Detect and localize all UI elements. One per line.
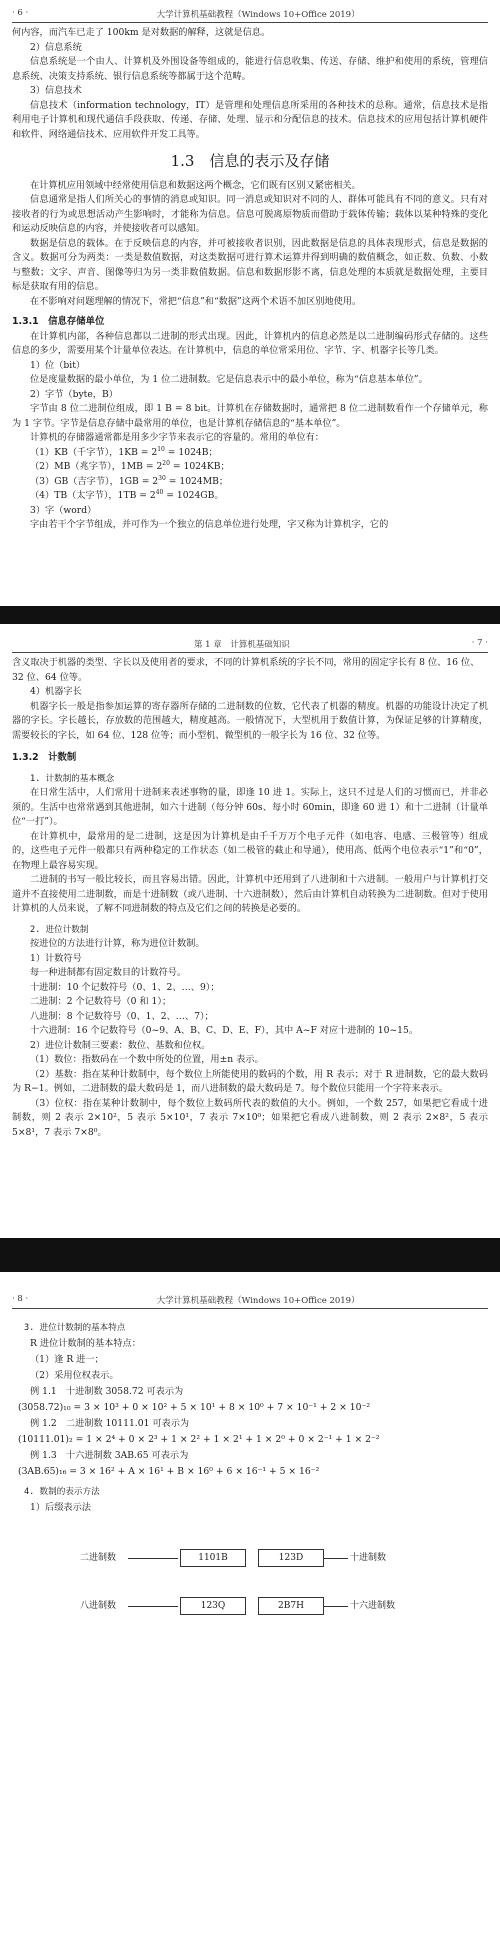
example-title: 例 1.1 十进制数 3058.72 可表示为	[30, 1386, 184, 1397]
binary-example-box: 1101B	[180, 1549, 246, 1567]
arrow-line	[324, 1558, 348, 1559]
formula: (10111.01)₂ = 1 × 2⁴ + 0 × 2³ + 1 × 2² + 1 × 2¹ + 1 × 2⁰ + 0 × 2⁻¹ + 1 × 2⁻²	[18, 1434, 380, 1445]
arrow-line	[324, 1606, 348, 1607]
page-body	[12, 26, 488, 533]
page-body	[12, 1320, 488, 1516]
radix-suffix-diagram	[0, 1532, 500, 1622]
binary-label: 二进制数	[80, 1553, 117, 1563]
header-center: 大学计算机基础教程（Windows 10+Office 2019）	[156, 10, 360, 20]
paragraph: R 进位计数制的基本特点：	[30, 1338, 141, 1349]
arrow-line	[128, 1558, 178, 1559]
list-item: （1）逢 R 进一；	[30, 1354, 104, 1365]
unit-line: （1）KB（千字节），$1KB = 2^{10} = 1024B$；	[30, 445, 218, 458]
radix-line: 八进制：8 个记数符号（0、1、2、…、7）；	[30, 1010, 214, 1022]
formula: (3058.72)₁₀ = 3 × 10³ + 0 × 10² + 5 × 10¹ + 8 × 10⁰ + 7 × 10⁻¹ + 2 × 10⁻²	[18, 1402, 371, 1413]
paragraph: 二进制的书写一般比较长，而且容易出错。因此，计算机中还用到了八进制和十六进制。一般用户与计算机打交道并不直接使用二进制数，而是十进制数（或八进制、十六进制数），然后由计算机自动转换为二进制数。但对于使用计算机的人员来说，了解不同进制数的特点及它们之间的转换是必要的。	[12, 874, 488, 914]
paragraph: 字节由 8 位二进制位组成，即 1 B = 8 bit。计算机在存储数据时，通常把 8 位二进制数看作一个存储单元，称为 1 字节。字节是信息存储中最常用的单位，也是计算机存储信息的“基本单位”。	[12, 403, 488, 429]
page-7	[0, 624, 500, 1238]
subsection-title: 1.3.2 计数制	[12, 752, 77, 763]
hex-example-box: 2B7H	[258, 1597, 324, 1615]
paragraph: 按进位的方法进行计算，称为进位计数制。	[30, 938, 205, 949]
paragraph: 信息技术（information technology，IT）是管理和处理信息所采用的各种技术的总称。通常，信息技术是指利用电子计算机和现代通信手段获取、传递、存储、处理、显示和分配信息的技术。信息技术的应用包括计算机硬件和软件、网络通信技术、应用软件开发工具等。	[12, 99, 488, 140]
page-header	[12, 638, 488, 653]
list-heading: 2）信息系统	[30, 41, 82, 53]
header-center: 大学计算机基础教程（Windows 10+Office 2019）	[156, 1296, 360, 1306]
paragraph: 在计算机内部，各种信息都以二进制的形式出现。因此，计算机内的信息必然是以二进制编码形式存储的。这些信息的多少，需要用某个计量单位表达。在计算机中，信息的单位常采用位、字节、字、机器字长等几类。	[12, 330, 488, 356]
page-6	[0, 0, 500, 606]
paragraph: 在计算机应用领域中经常使用信息和数据这两个概念，它们既有区别又紧密相关。	[30, 179, 361, 191]
paragraph: 机器字长一般是指参加运算的寄存器所存储的二进制数的位数，它代表了机器的精度。机器的功能设计决定了机器的字长。字长越长，存放数的范围越大，精度越高。一般情况下，大型机用于数值计算，为保证足够的计算精度，需要较长的字长，如 64 位、128 位等；而小型机、微型机的一般字长为 16 位、32 位等。	[12, 700, 488, 741]
unit-line: （3）GB（吉字节），$1GB = 2^{30} = 1024MB$；	[30, 474, 229, 487]
topic-heading: 3. 进位计数制的基本特点	[24, 1323, 126, 1333]
page-header	[12, 1294, 488, 1309]
example-title: 例 1.2 二进制数 10111.01 可表示为	[30, 1418, 190, 1429]
page-separator	[0, 606, 500, 624]
formula: (3AB.65)₁₆ = 3 × 16² + A × 16¹ + B × 16⁰ + 6 × 16⁻¹ + 5 × 16⁻²	[18, 1466, 320, 1477]
header-left: · 6 ·	[12, 8, 29, 18]
topic-heading: 1. 计数制的基本概念	[30, 773, 115, 784]
arrow-line	[128, 1606, 178, 1607]
header-right: · 7 ·	[471, 638, 488, 648]
page-separator	[0, 1238, 500, 1272]
header-center: 第 1 章 计算机基础知识	[193, 640, 290, 650]
paragraph: 数据是信息的载体。在于反映信息的内容，并可被接收者识别，因此数据是信息的具体表现形式，信息是数据的含义。数据可分为两类：一类是数值数据，对这类数据可进行算术运算并得到明确的数值概念，如正数、负数、小数与整数；文字、声音、图像等归为另一类非数值数据。信息和数据形影不离，信息处理的本质就是数据处理，主要目标是获取有用的信息。	[12, 237, 488, 292]
paragraph: （2）基数：指在某种计数制中，每个数位上所能使用的数码的个数，用 R 表示；对于 R 进制数，它的最大数码为 R−1。例如，二进制数的最大数码是 1，而八进制数的最大数码是 7。每个数位只能用一个字符来表示。	[12, 1068, 488, 1094]
paragraph: 含义取决于机器的类型、字长以及使用者的要求，不同的计算机系统的字长不同，常用的固定字长有 8 位、16 位、32 位、64 位等。	[12, 657, 480, 683]
octal-label: 八进制数	[80, 1601, 117, 1611]
decimal-example-box: 123D	[258, 1549, 324, 1567]
list-item: （2）采用位权表示。	[30, 1370, 119, 1381]
topic-heading: 4. 数制的表示方法	[24, 1487, 100, 1497]
paragraph: 信息通常是指人们所关心的事情的消息或知识。同一消息或知识对不同的人、群体可能具有不同的意义。只有对接收者的行为或思想活动产生影响时，才能称为信息。信息可脱离原物质而借助于载体传输；载体以某种特殊的变化和运动反映信息的内容，并使接收者可以感知。	[12, 194, 488, 234]
topic-heading: 2. 进位计数制	[30, 924, 89, 935]
list-heading: 1）计数符号	[30, 952, 82, 964]
page-header	[12, 8, 488, 23]
radix-line: 十进制：10 个记数符号（0、1、2、…、9）；	[30, 981, 220, 993]
paragraph: 字由若干个字节组成，并可作为一个独立的信息单位进行处理，字又称为计算机字，它的	[30, 519, 389, 530]
subsection-title: 1.3.1 信息存储单位	[12, 316, 105, 327]
paragraph: 每一种进制都有固定数目的计数符号。	[30, 967, 187, 978]
paragraph: （1）数位：指数码在一个数中所处的位置，用±n 表示。	[30, 1054, 264, 1065]
list-heading: 1）后缀表示法	[30, 1502, 91, 1513]
example-title: 例 1.3 十六进制数 3AB.65 可表示为	[30, 1450, 189, 1461]
list-heading: 1）位（bit）	[30, 359, 86, 371]
list-heading: 3）信息技术	[30, 85, 82, 96]
octal-example-box: 123Q	[180, 1597, 246, 1615]
paragraph: 信息系统是一个由人、计算机及外围设备等组成的，能进行信息收集、传送、存储、维护和使用的系统，管理信息系统、决策支持系统、银行信息系统等都属于这个范畴。	[12, 56, 488, 82]
paragraph: 何内容，而汽车已走了 100km 是对数据的解释，这就是信息。	[12, 27, 271, 38]
paragraph: 在日常生活中，人们常用十进制来表述事物的量，即逢 10 进 1。实际上，这只不过是人们的习惯而已，并非必须的。生活中也常常遇到其他进制，如六十进制（每分钟 60s、每小时 60min，即逢 60 进 1）和十二进制（计量单位“一打”）。	[12, 787, 488, 827]
paragraph: 计算机的存储器通常都是用多少字节来表示它的容量的。常用的单位有：	[30, 432, 324, 443]
decimal-label: 十进制数	[350, 1553, 387, 1563]
paragraph: 位是度量数据的最小单位，为 1 位二进制数。它是信息表示中的最小单位，称为“信息基本单位”。	[30, 374, 428, 385]
list-heading: 4）机器字长	[30, 686, 82, 697]
unit-line: （4）TB（太字节），$1TB = 2^{40} = 1024GB$。	[30, 488, 224, 501]
paragraph: 在计算机中，最常用的是二进制，这是因为计算机是由千千万万个电子元件（如电容、电感、三极管等）组成的，这些电子元件一般都只有两种稳定的工作状态（如二极管的截止和导通），使用高、低两个电位表示“1”和“0”，在物理上最容易实现。	[12, 830, 488, 871]
hex-label: 十六进制数	[350, 1601, 396, 1611]
section-title: 1.3 信息的表示及存储	[170, 152, 330, 170]
list-heading: 2）进位计数制三要素：数位、基数和位权。	[30, 1039, 211, 1051]
unit-line: （2）MB（兆字节），$1MB = 2^{20} = 1024KB$；	[30, 459, 230, 472]
radix-line: 十六进制：16 个记数符号（0~9、A、B、C、D、E、F），其中 A~F 对应十进制的 10~15。	[30, 1025, 419, 1036]
list-heading: 3）字（word）	[30, 504, 97, 516]
radix-line: 二进制：2 个记数符号（0 和 1）；	[30, 996, 172, 1007]
paragraph: 在不影响对问题理解的情况下，常把“信息”和“数据”这两个术语不加区别地使用。	[30, 295, 362, 307]
header-left: · 8 ·	[12, 1294, 29, 1304]
list-heading: 2）字节（byte，B）	[30, 388, 118, 400]
page-8	[0, 1272, 500, 1948]
paragraph: （3）位权：指在某种计数制中，每个数位上数码所代表的数值的大小。例如，一个数 257，如果把它看成十进制数，则 2 表示 2×10²，5 表示 5×10¹，7 表示 7×10⁰；如果把它看成八进制数，则 2 表示 2×8²，5 表示 5×8¹，7 表示 7×8⁰。	[12, 1097, 488, 1138]
page-body	[12, 656, 488, 1140]
